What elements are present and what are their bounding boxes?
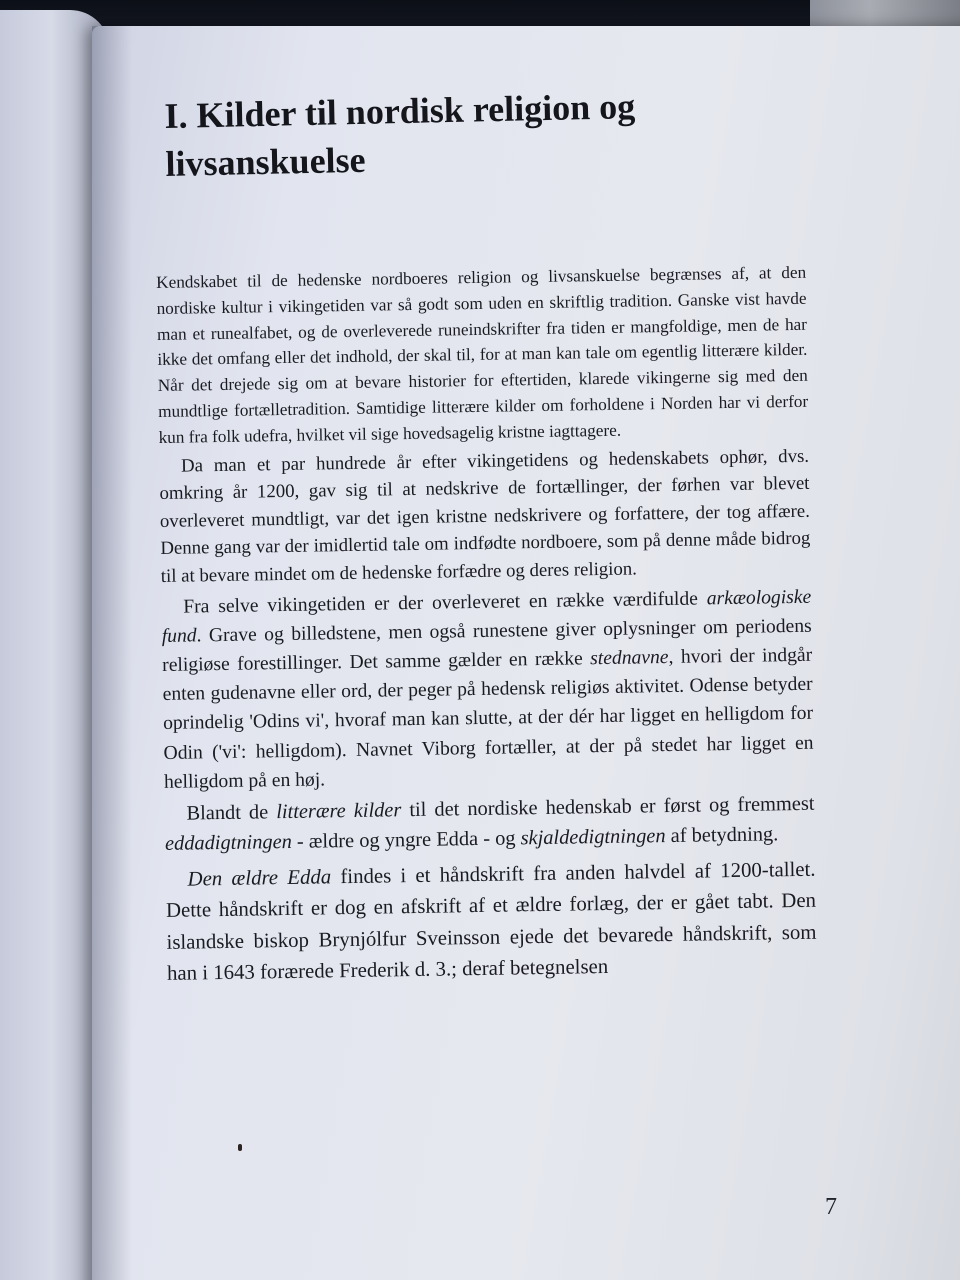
text-segment: . Grave og billedstene, men også runestene giver oplysninger om periodens religiøse forestillinger. Det samme gælder en række: [162, 615, 812, 676]
paragraph-5: [165, 853, 817, 989]
emphasis-place-names: stednavne: [590, 646, 669, 670]
emphasis-skaldic-poetry: skjaldedigtningen: [520, 825, 666, 850]
emphasis-literary-sources: litterære kilder: [276, 799, 402, 824]
book-page: [92, 26, 960, 1280]
text-segment: , hvori der indgår enten gudenavne eller ord, der peger på hedensk religiøs aktivitet. Odense betyder oprindelig 'Odins vi', hvoraf man kan slutte, at der dér har ligget en helligdom for Odin ('vi': helligdom). Navnet Viborg fortæller, at der på stedet har ligget en helligdom på en høj.: [162, 644, 814, 793]
text-segment: - ældre og yngre Edda - og: [291, 827, 521, 854]
paragraph-3: [161, 582, 814, 797]
text-segment: findes i et håndskrift fra anden halvdel af 1200-tallet. Dette håndskrift er dog en afskrift af et ældre forlæg, der er gået tabt. Den islandske biskop Brynjólfur Sveinsson ejede det bevarede håndskrift, som han i 1643 forærede Frederik d. 3.; deraf betegnelsen: [165, 857, 817, 985]
text-segment: Blandt de: [186, 801, 277, 825]
gutter-shadow: [92, 26, 132, 1280]
text-segment: af betydning.: [665, 823, 779, 848]
text-segment: til det nordiske hedenskab er først og fremmest: [401, 792, 815, 822]
paragraph-1: Kendskabet til de hedenske nordboeres religion og livsanskuelse begrænses af, at den nordiske kultur i vikingetiden var så godt som uden en skriftlig tradition. Ganske vist havde man et runealfabet, og de overleverede runeindskrifter fra tiden er mangfoldige, men de har ikke det omfang eller det indhold, der skal til, for at man kan tale om egentlig litterære kilder. Når det drejede sig om at bevare historier for eftertiden, klarede vikingerne sig med den mundtlige fortælletradition. Samtidige litterære kilder om forholdene i Norden har vi derfor kun fra folk udefra, hvilket vil sige hovedsagelig kristne iagttagere.: [156, 262, 809, 447]
text-segment: Fra selve vikingetiden er der overleveret en række værdifulde: [183, 587, 707, 618]
ink-speck: [238, 1144, 242, 1151]
paragraph-4: [164, 789, 815, 860]
emphasis-elder-edda: Den ældre Edda: [187, 865, 332, 891]
chapter-title: I. Kilder til nordisk religion og livsanskuelse: [164, 86, 636, 184]
paragraph-2: Da man et par hundrede år efter vikingetidens og hedenskabets ophør, dvs. omkring år 1200, gav sig til at nedskrive de fortællinger, der førhen var blevet overleveret mundtligt, var det igen kristne nedskrivere og forfattere, der tog affære. Denne gang var der imidlertid tale om indfødte nordboere, som på denne måde bidrog til at bevare mindet om de hedenske forfædre og deres religion.: [159, 445, 811, 587]
emphasis-archaeological-finds: arkæologiske fund: [161, 586, 812, 647]
emphasis-edda-poetry: eddadigtningen: [164, 831, 293, 856]
page-number: 7: [825, 1194, 837, 1220]
body-text: [156, 260, 817, 990]
